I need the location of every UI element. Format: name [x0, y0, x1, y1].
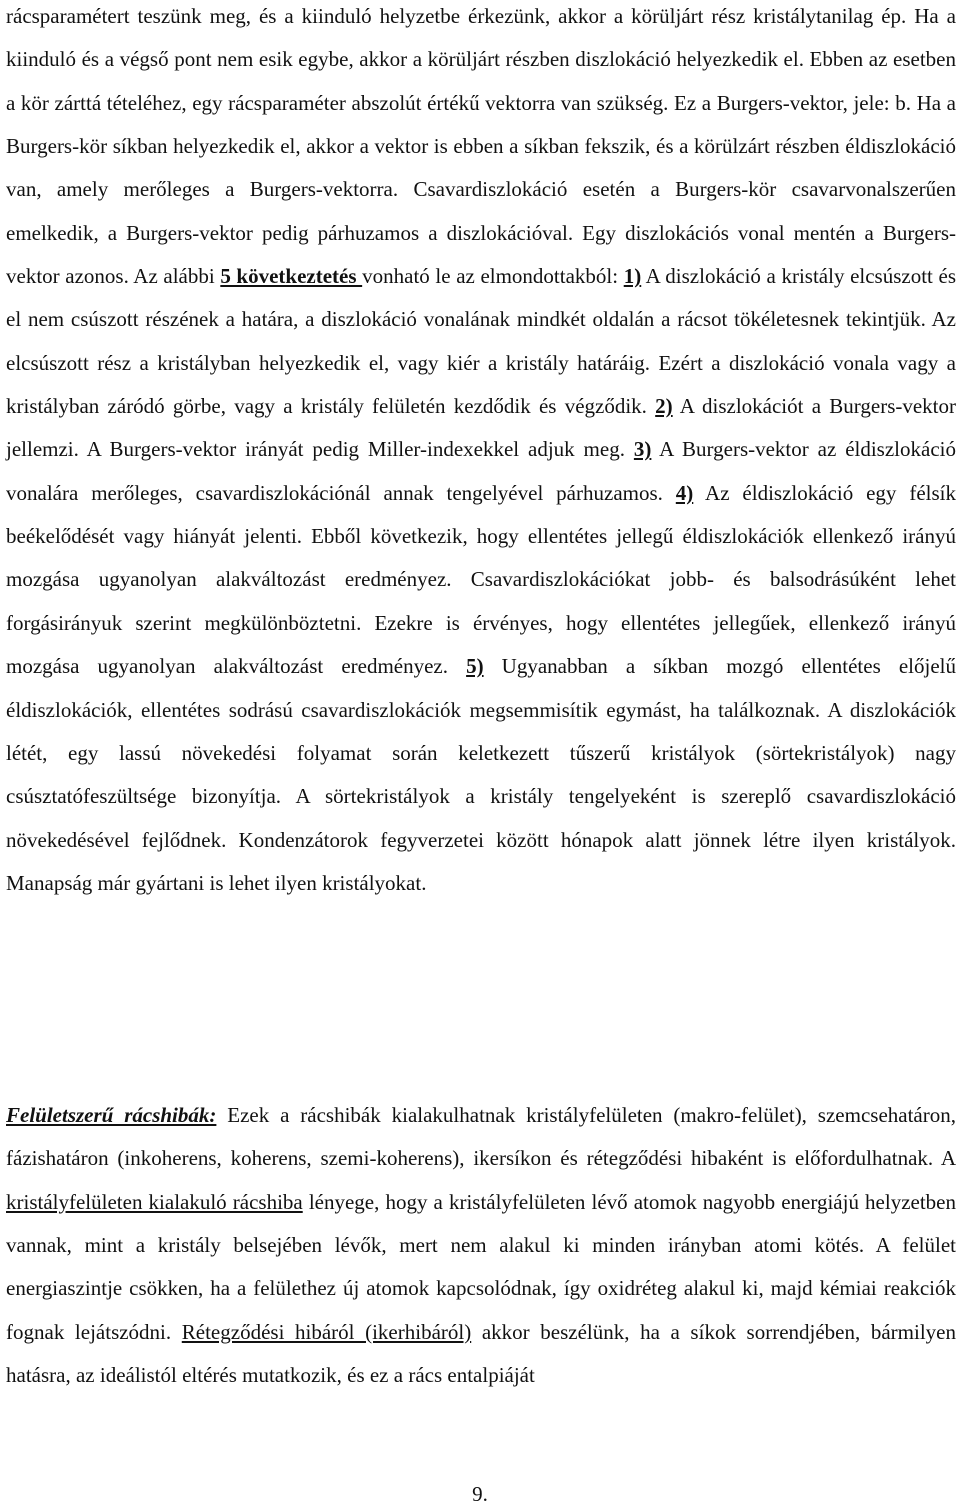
- text-run: vonható le az elmondottakból:: [362, 264, 624, 289]
- text-run: A Burgers-vektor az éldiszlokáció vonalára merőleges, csavardiszlokációnál annak tengelyével párhuzamos.: [6, 437, 956, 505]
- list-number-4: 4): [675, 480, 694, 505]
- list-number-3: 3): [633, 437, 652, 462]
- section-heading: Felületszerű rácshibák:: [6, 1103, 217, 1127]
- paragraph-surface-defects: [6, 1094, 956, 1397]
- text-run: rácsparamétert teszünk meg, és a kiinduló helyzetbe érkezünk, akkor a körüljárt rész kristálytanilag ép. Ha a kiinduló és a végső pont nem esik egybe, akkor a körüljárt részben diszlokáció helyezkedik el. Ebben az esetben a kör zárttá tételéhez, egy rácsparaméter abszolút értékű vektorra van szükség. Ez a Burgers-vektor, jele: b. Ha a Burgers-kör síkban helyezkedik el, akkor a vektor is ebben a síkban fekszik, és a körülzárt részben éldiszlokáció van, amely merőleges a Burgers-vektorra. Csavardiszlokáció esetén a Burgers-kör csavarvonalszerűen emelkedik, a Burgers-vektor pedig párhuzamos a diszlokációval. Egy diszlokációs vonal mentén a Burgers-vektor azonos. Az alábbi: [6, 4, 956, 289]
- text-run: lényege, hogy a kristályfelületen lévő atomok nagyobb energiájú helyzetben vannak, mint a kristály belsejében lévők, mert nem alakul ki minden irányban atomi kötés. A felület energiaszintje csökken, ha a felülethez új atomok kapcsolódnak, így oxidréteg alakul ki, majd kémiai reakciók fognak lejátszódni.: [6, 1189, 956, 1344]
- text-run: Ezek a rácshibák kialakulhatnak kristályfelületen (makro-felület), szemcsehatáron, fázishatáron (inkoherens, koherens, szemi-koherens), ikersíkon és rétegződési hibaként is előfordulhatnak. A: [6, 1103, 956, 1171]
- paragraph-dislocations: [6, 0, 956, 905]
- text-run: A diszlokációt a Burgers-vektor jellemzi. A Burgers-vektor irányát pedig Miller-indexekkel adjuk meg.: [6, 394, 957, 462]
- conclusions-highlight: 5 következtetés: [220, 264, 363, 289]
- list-number-5: 5): [466, 654, 484, 679]
- term-surface-defect: kristályfelületen kialakuló rácshiba: [6, 1189, 303, 1214]
- page-number: 9.: [472, 1482, 488, 1506]
- text-run: Ugyanabban a síkban mozgó ellentétes előjelű éldiszlokációk, ellentétes sodrású csavardiszlokációk megsemmisítik egymást, ha találkoznak. A diszlokációk létét, egy lassú növekedési folyamat során keletkezett tűszerű kristályok (sörtekristályok) nagy csúsztatófeszültsége bizonyítja. A sörtekristályok a kristály tengelyeként is szereplő csavardiszlokáció növekedésével fejlődnek. Kondenzátorok fegyverzetei között hónapok alatt jönnek létre ilyen kristályok. Manapság már gyártani is lehet ilyen kristályokat.: [6, 654, 956, 895]
- text-run: akkor beszélünk, ha a síkok sorrendjében, bármilyen hatásra, az ideálistól eltérés mutatkozik, és ez a rács entalpiáját: [6, 1319, 956, 1388]
- term-stacking-fault: Rétegződési hibáról (ikerhibáról): [181, 1319, 472, 1344]
- list-number-2: 2): [655, 394, 673, 419]
- list-number-1: 1): [623, 264, 642, 289]
- text-run: Az éldiszlokáció egy félsík beékelődését vagy hiányát jelenti. Ebből következik, hogy ellentétes jellegű éldiszlokációk ellenkező irányú mozgása ugyanolyan alakváltozást eredményez. Csavardiszlokációkat jobb- és balsodrásúként lehet forgásirányuk szerint megkülönböztetni. Ezekre is érvényes, hogy ellentétes jellegűek, ellenkező irányú mozgása ugyanolyan alakváltozást eredményez.: [6, 480, 956, 679]
- text-run: A diszlokáció a kristály elcsúszott és el nem csúszott részének a határa, a diszlokáció vonalának mindkét oldalán a rácsot tökéletesnek tekintjük. Az elcsúszott rész a kristályban helyezkedik el, vagy kiér a kristály határáig. Ezért a diszlokáció vonala vagy a kristályban záródó görbe, vagy a kristály felületén kezdődik és végződik.: [6, 264, 956, 419]
